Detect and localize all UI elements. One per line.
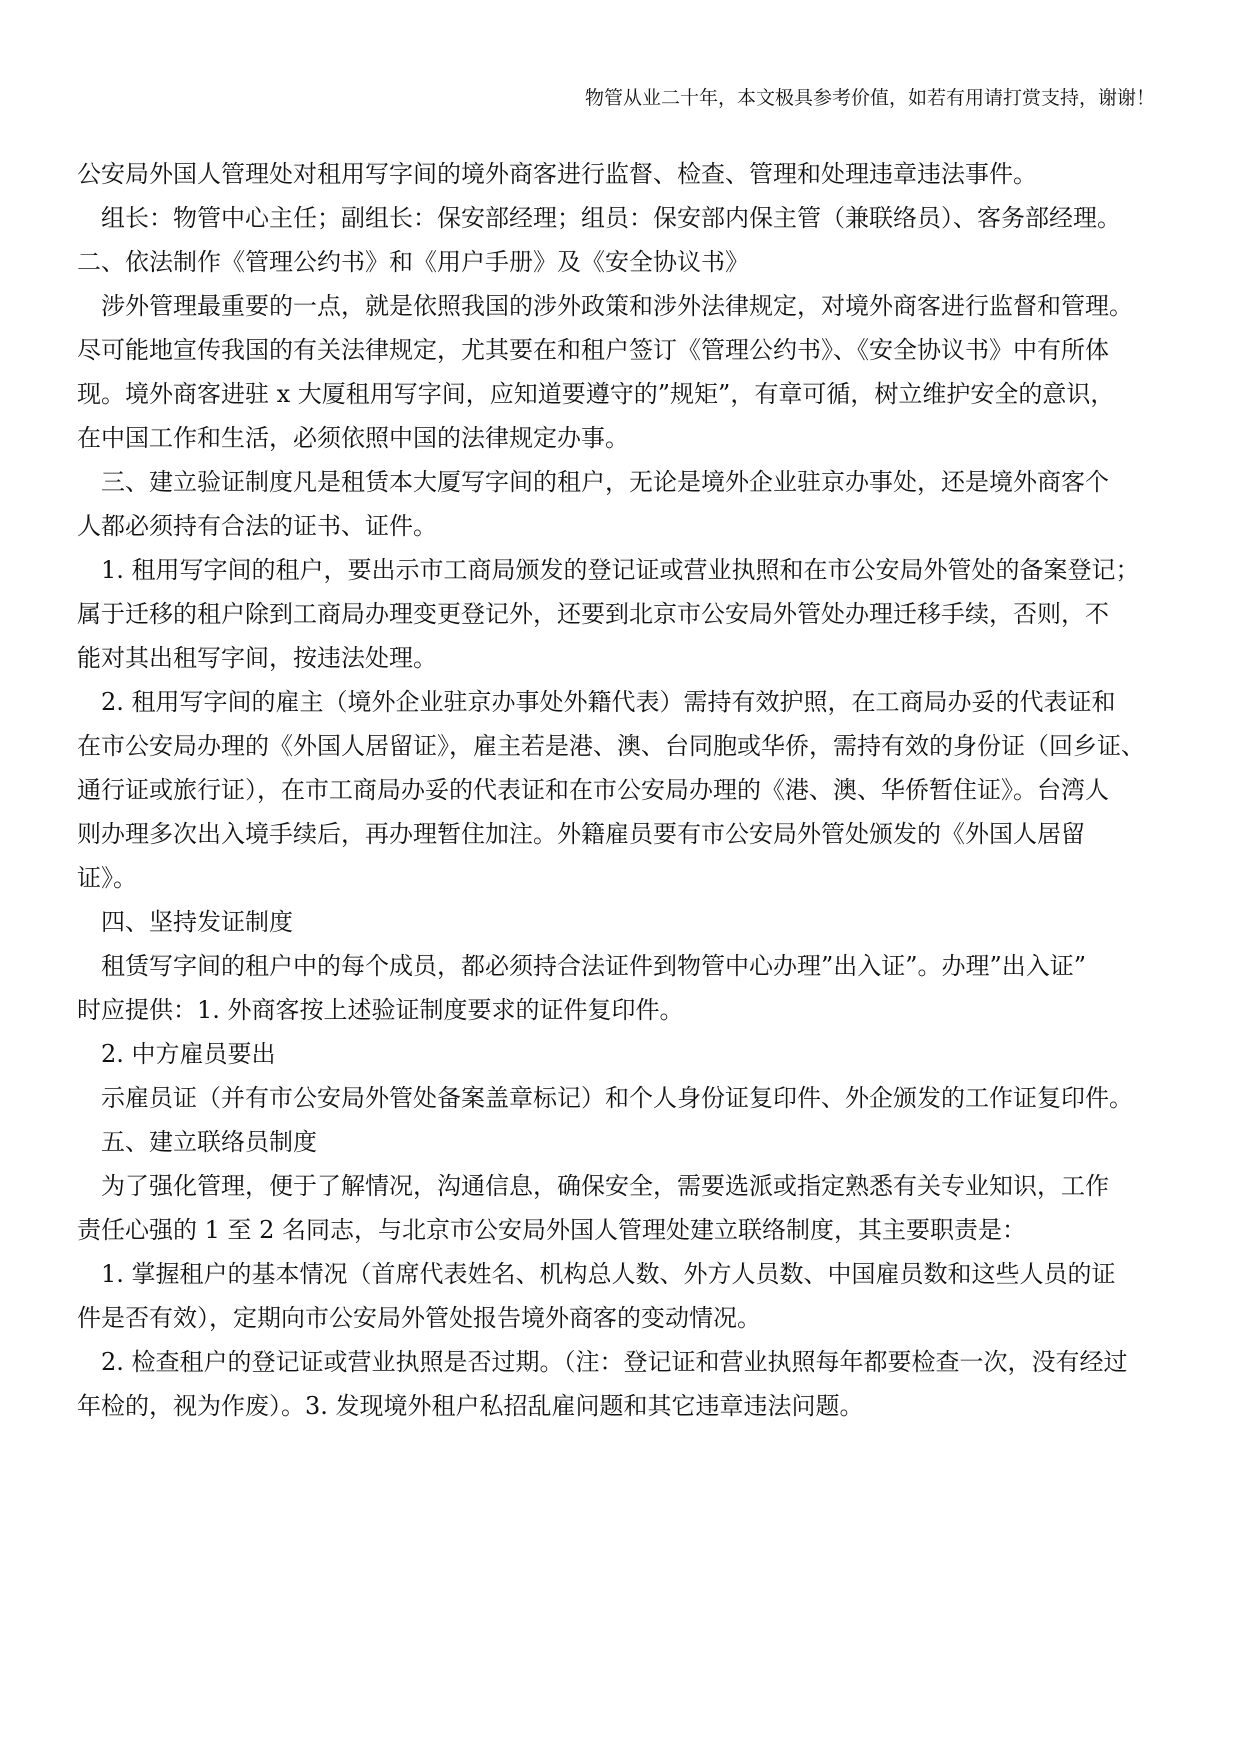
- text-line: 在中国工作和生活，必须依照中国的法律规定办事。: [77, 424, 629, 452]
- text-line: 尽可能地宣传我国的有关法律规定，尤其要在和租户签订《管理公约书》、《安全协议书》中有所体: [77, 336, 1109, 364]
- text-line: 责任心强的 1 至 2 名同志，与北京市公安局外国人管理处建立联络制度，其主要职责是：: [77, 1216, 1027, 1244]
- text-line: 时应提供：1. 外商客按上述验证制度要求的证件复印件。: [77, 996, 684, 1024]
- text-line: 通行证或旅行证），在市工商局办妥的代表证和在市公安局办理的《港、澳、华侨暂住证》。台湾人: [77, 776, 1109, 804]
- text-line: 涉外管理最重要的一点，就是依照我国的涉外政策和涉外法律规定，对境外商客进行监督和管理。: [101, 292, 1133, 320]
- text-line: 件是否有效），定期向市公安局外管处报告境外商客的变动情况。: [77, 1304, 761, 1332]
- page-header-note: 物管从业二十年，本文极具参考价值，如若有用请打赏支持，谢谢！: [584, 87, 1155, 109]
- text-line: 在市公安局办理的《外国人居留证》，雇主若是港、澳、台同胞或华侨，需持有效的身份证（回乡证、: [77, 732, 1145, 760]
- text-line: 年检的，视为作废）。3. 发现境外租户私招乱雇问题和其它违章违法问题。: [77, 1392, 864, 1420]
- document-body: [77, 152, 1167, 1428]
- text-line: 现。境外商客进驻 x 大厦租用写字间，应知道要遵守的”规矩”，有章可循，树立维护安全的意识，: [77, 380, 1115, 408]
- text-line: 为了强化管理，便于了解情况，沟通信息，确保安全，需要选派或指定熟悉有关专业知识，工作: [101, 1172, 1109, 1200]
- text-line: 租赁写字间的租户中的每个成员，都必须持合法证件到物管中心办理”出入证”。办理”出入证”: [101, 952, 1087, 980]
- section-heading: 二、依法制作《管理公约书》和《用户手册》及《安全协议书》: [77, 248, 749, 276]
- text-line: 能对其出租写字间，按违法处理。: [77, 644, 437, 672]
- text-line: 1. 掌握租户的基本情况（首席代表姓名、机构总人数、外方人员数、中国雇员数和这些人员的证: [101, 1260, 1116, 1288]
- text-line: 公安局外国人管理处对租用写字间的境外商客进行监督、检查、管理和处理违章违法事件。: [77, 160, 1037, 188]
- text-line: 属于迁移的租户除到工商局办理变更登记外，还要到北京市公安局外管处办理迁移手续，否则，不: [77, 600, 1109, 628]
- text-line: 2. 租用写字间的雇主（境外企业驻京办事处外籍代表）需持有效护照，在工商局办妥的代表证和: [101, 688, 1116, 716]
- text-line: 1. 租用写字间的租户，要出示市工商局颁发的登记证或营业执照和在市公安局外管处的备案登记；: [101, 556, 1140, 584]
- text-line: 示雇员证（并有市公安局外管处备案盖章标记）和个人身份证复印件、外企颁发的工作证复印件。: [101, 1084, 1133, 1112]
- text-line: 2. 中方雇员要出: [101, 1040, 276, 1068]
- text-line: 组长：物管中心主任；副组长：保安部经理；组员：保安部内保主管（兼联络员）、客务部经理。: [101, 204, 1121, 232]
- section-heading: 五、建立联络员制度: [101, 1128, 317, 1156]
- text-line: 人都必须持有合法的证书、证件。: [77, 512, 437, 540]
- text-line: 则办理多次出入境手续后，再办理暂住加注。外籍雇员要有市公安局外管处颁发的《外国人居留: [77, 820, 1085, 848]
- section-heading: 四、坚持发证制度: [101, 908, 293, 936]
- text-line: 2. 检查租户的登记证或营业执照是否过期。（注：登记证和营业执照每年都要检查一次，没有经过: [101, 1348, 1128, 1376]
- text-line: 三、建立验证制度凡是租赁本大厦写字间的租户，无论是境外企业驻京办事处，还是境外商客个: [101, 468, 1109, 496]
- text-line: 证》。: [77, 864, 137, 892]
